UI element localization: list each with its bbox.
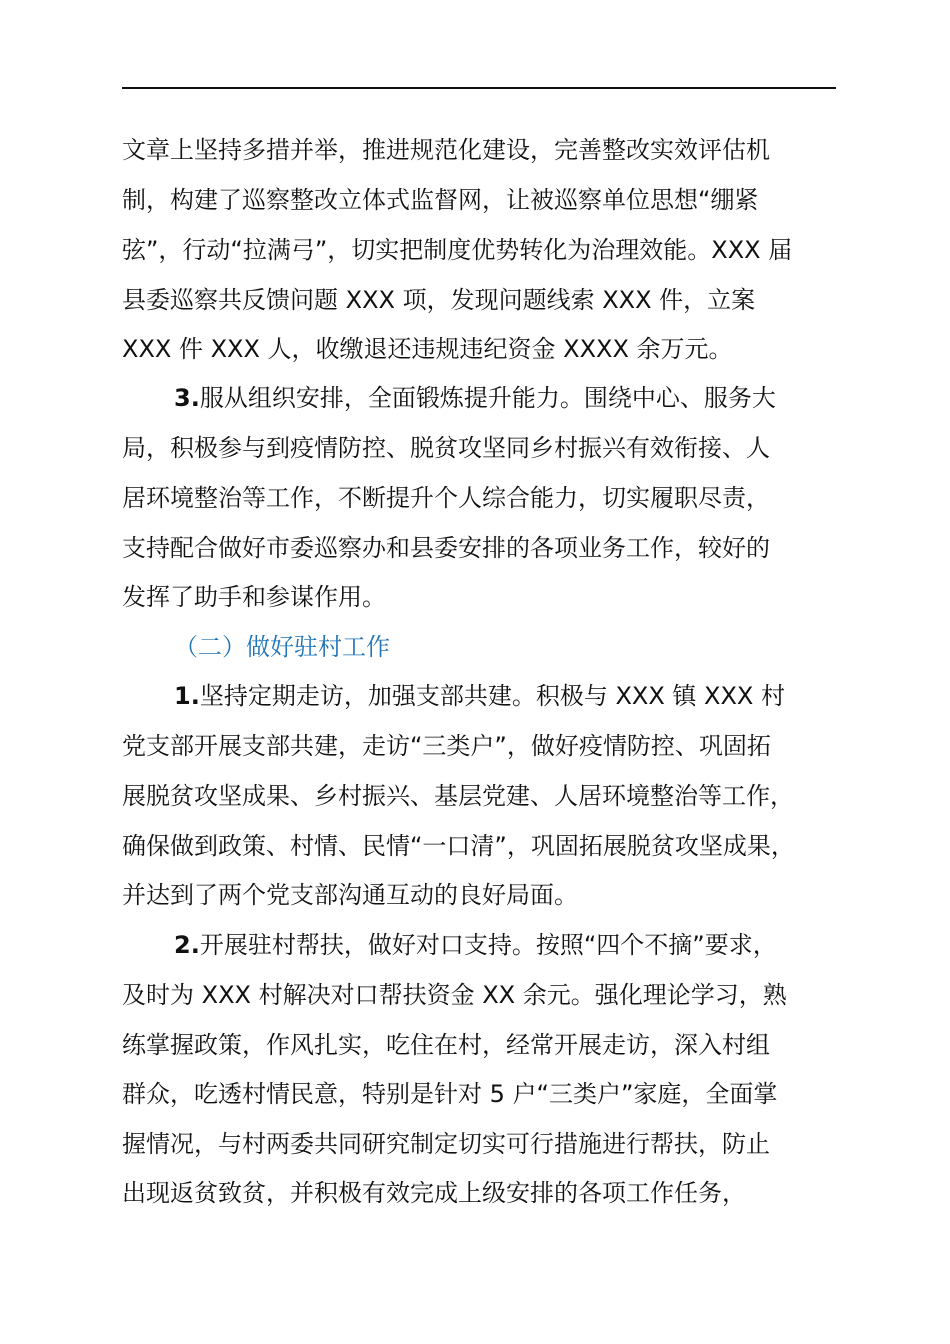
text-line: 局，积极参与到疫情防控、脱贫攻坚同乡村振兴有效衔接、人 bbox=[122, 434, 770, 462]
numbered-paragraph-start bbox=[174, 378, 894, 418]
text-line: XXX 件 XXX 人，收缴退还违规违纪资金 XXXX 余万元。 bbox=[122, 335, 733, 363]
text-line: 县委巡察共反馈问题 XXX 项，发现问题线索 XXX 件，立案 bbox=[122, 286, 756, 314]
text-line: 并达到了两个党支部沟通互动的良好局面。 bbox=[122, 881, 578, 909]
text-line: 开展驻村帮扶，做好对口支持。按照“四个不摘”要求， bbox=[199, 931, 777, 959]
text-line: 服从组织安排，全面锻炼提升能力。围绕中心、服务大 bbox=[199, 384, 776, 412]
item-number: 1. bbox=[174, 682, 200, 710]
text-line: 制，构建了巡察整改立体式监督网，让被巡察单位思想“绷紧 bbox=[122, 186, 759, 214]
text-line: 弦”，行动“拉满弓”，切实把制度优势转化为治理效能。XXX 届 bbox=[122, 236, 793, 264]
text-line: 党支部开展支部共建，走访“三类户”，做好疫情防控、巩固拓 bbox=[122, 732, 771, 760]
text-line: 展脱贫攻坚成果、乡村振兴、基层党建、人居环境整治等工作， bbox=[122, 782, 794, 810]
text-line: 居环境整治等工作，不断提升个人综合能力，切实履职尽责， bbox=[122, 484, 770, 512]
text-line: 确保做到政策、村情、民情“一口清”，巩固拓展脱贫攻坚成果， bbox=[122, 832, 795, 860]
section-heading: （二）做好驻村工作 bbox=[174, 633, 390, 661]
item-number: 2. bbox=[174, 931, 200, 959]
text-line: 文章上坚持多措并举，推进规范化建设，完善整改实效评估机 bbox=[122, 136, 770, 164]
text-line: 练掌握政策，作风扎实，吃住在村，经常开展走访，深入村组 bbox=[122, 1031, 770, 1059]
text-line: 发挥了助手和参谋作用。 bbox=[122, 583, 386, 611]
numbered-paragraph-start bbox=[174, 676, 894, 716]
text-line: 群众，吃透村情民意，特别是针对 5 户“三类户”家庭，全面掌 bbox=[122, 1080, 778, 1108]
item-number: 3. bbox=[174, 384, 200, 412]
text-line: 出现返贫致贫，并积极有效完成上级安排的各项工作任务， bbox=[122, 1179, 746, 1207]
text-line: 握情况，与村两委共同研究制定切实可行措施进行帮扶，防止 bbox=[122, 1130, 770, 1158]
header-rule bbox=[122, 87, 836, 89]
numbered-paragraph-start bbox=[174, 925, 894, 965]
text-line: 及时为 XXX 村解决对口帮扶资金 XX 余元。强化理论学习，熟 bbox=[122, 981, 787, 1009]
text-line: 支持配合做好市委巡察办和县委安排的各项业务工作，较好的 bbox=[122, 534, 770, 562]
text-line: 坚持定期走访，加强支部共建。积极与 XXX 镇 XXX 村 bbox=[199, 682, 785, 710]
